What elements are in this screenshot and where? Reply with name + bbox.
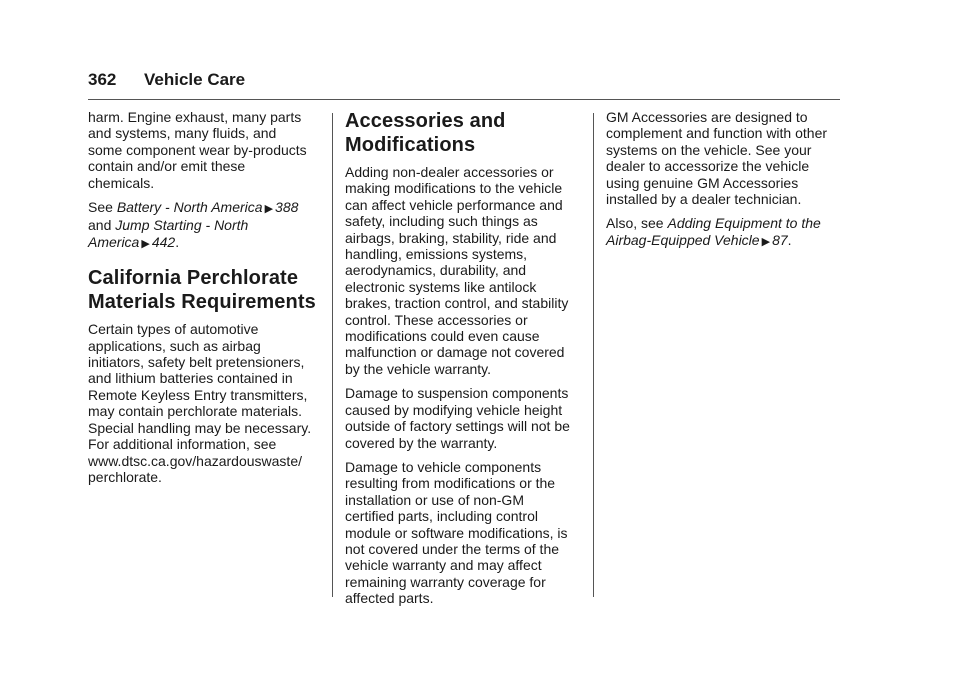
paragraph-component-damage	[345, 459, 580, 607]
page-reference-arrow-icon: ▶	[264, 203, 274, 216]
paragraph-also-see: Also, see Adding Equipment to the Airbag-Equipped Vehicle ▶ 87.	[606, 215, 821, 248]
text-line: and lithium batteries contained in	[88, 370, 293, 387]
adding-equipment-page-number[interactable]: 87	[772, 231, 788, 248]
text-line: chemicals.	[88, 174, 155, 191]
also-see-prefix: Also, see	[606, 215, 664, 232]
text-line: Damage to suspension components	[345, 385, 569, 402]
column-divider-2	[593, 113, 594, 597]
text-line: Certain types of automotive	[88, 321, 259, 338]
jump-starting-page-number[interactable]: 442	[151, 233, 176, 250]
text-line: initiators, safety belt pretensioners,	[88, 354, 305, 371]
text-line: aerodynamics, durability, and	[345, 262, 527, 279]
text-line: remaining warranty coverage for	[345, 573, 546, 590]
header-divider	[88, 99, 840, 100]
adding-equipment-reference-link-cont[interactable]: Airbag-Equipped Vehicle	[606, 231, 760, 248]
page-reference-arrow-icon: ▶	[141, 237, 150, 250]
text-line: Damage to vehicle components	[345, 458, 542, 475]
text-line: module or software modifications, is	[345, 524, 568, 541]
url-line: www.dtsc.ca.gov/hazardouswaste/	[88, 452, 302, 469]
text-line: contain and/or emit these	[88, 158, 246, 175]
battery-reference-link[interactable]: Battery - North America	[116, 199, 263, 216]
column-3	[606, 109, 840, 258]
paragraph-gm-accessories	[606, 109, 840, 207]
text-line: airbags, braking, stability, ride and	[345, 229, 557, 246]
text-line: dealer to accessorize the vehicle	[606, 158, 810, 175]
text-line: safety, including such things as	[345, 213, 538, 230]
text-line: installation or use of non-GM	[345, 491, 524, 508]
text-line: outside of factory settings will not be	[345, 418, 570, 435]
heading-accessories-modifications: Accessories and Modifications	[345, 110, 506, 156]
jump-starting-reference-link-cont[interactable]: America	[88, 233, 140, 250]
text-line: and systems, many fluids, and	[88, 125, 277, 142]
jump-starting-reference-link[interactable]: Jump Starting - North	[115, 217, 249, 234]
section-title: Vehicle Care	[144, 70, 246, 89]
page-reference-arrow-icon: ▶	[761, 235, 771, 248]
paragraph-non-dealer-accessories	[345, 164, 580, 377]
text-line: harm. Engine exhaust, many parts	[88, 109, 302, 125]
text-line: systems on the vehicle. See your	[606, 141, 812, 158]
text-line: brakes, traction control, and stability	[345, 295, 569, 312]
text-line: caused by modifying vehicle height	[345, 401, 563, 418]
text-line: Adding non-dealer accessories or	[345, 164, 554, 180]
column-divider-1	[332, 113, 333, 597]
battery-page-number[interactable]: 388	[275, 199, 299, 216]
text-line: modifications could even cause	[345, 328, 540, 345]
text-line: complement and function with other	[606, 125, 828, 142]
text-line: Special handling may be necessary.	[88, 419, 312, 436]
and-text: and	[88, 217, 112, 234]
text-line: GM Accessories are designed to	[606, 109, 808, 125]
paragraph-harm	[88, 109, 320, 191]
text-line: applications, such as airbag	[88, 337, 261, 354]
paragraph-see-references: See Battery - North America ▶ 388 and Jump Starting - North America ▶ 442.	[88, 199, 299, 250]
heading-california-perchlorate: California Perchlorate Materials Requirements	[88, 267, 316, 314]
text-line: covered by the warranty.	[345, 434, 498, 451]
text-line: can affect vehicle performance and	[345, 196, 563, 213]
text-line: malfunction or damage not covered	[345, 344, 565, 361]
text-line: handling, emissions systems,	[345, 246, 528, 263]
column-2	[345, 109, 580, 615]
page-number: 362	[88, 70, 117, 89]
text-line: not covered under the terms of the	[345, 540, 560, 557]
text-line: Remote Keyless Entry transmitters,	[88, 386, 308, 403]
text-line: electronic systems like antilock	[345, 278, 537, 295]
text-line: control. These accessories or	[345, 311, 528, 328]
text-line: may contain perchlorate materials.	[88, 403, 302, 420]
paragraph-perchlorate	[88, 321, 320, 485]
text-line: making modifications to the vehicle	[345, 180, 563, 197]
page-header	[88, 70, 840, 90]
column-1	[88, 109, 320, 493]
text-line: installed by a dealer technician.	[606, 191, 802, 208]
text-line: vehicle warranty and may affect	[345, 557, 542, 574]
text-line: by the vehicle warranty.	[345, 360, 492, 377]
text-line: using genuine GM Accessories	[606, 174, 799, 191]
paragraph-suspension-damage	[345, 385, 580, 451]
text-line: resulting from modifications or the	[345, 475, 556, 492]
url-line: perchlorate.	[88, 468, 162, 485]
text-line: certified parts, including control	[345, 508, 538, 525]
adding-equipment-reference-link[interactable]: Adding Equipment to the	[667, 215, 821, 232]
text-line: For additional information, see	[88, 436, 277, 453]
see-prefix: See	[88, 199, 113, 216]
text-line: some component wear by-products	[88, 141, 307, 158]
text-line: affected parts.	[345, 590, 434, 607]
